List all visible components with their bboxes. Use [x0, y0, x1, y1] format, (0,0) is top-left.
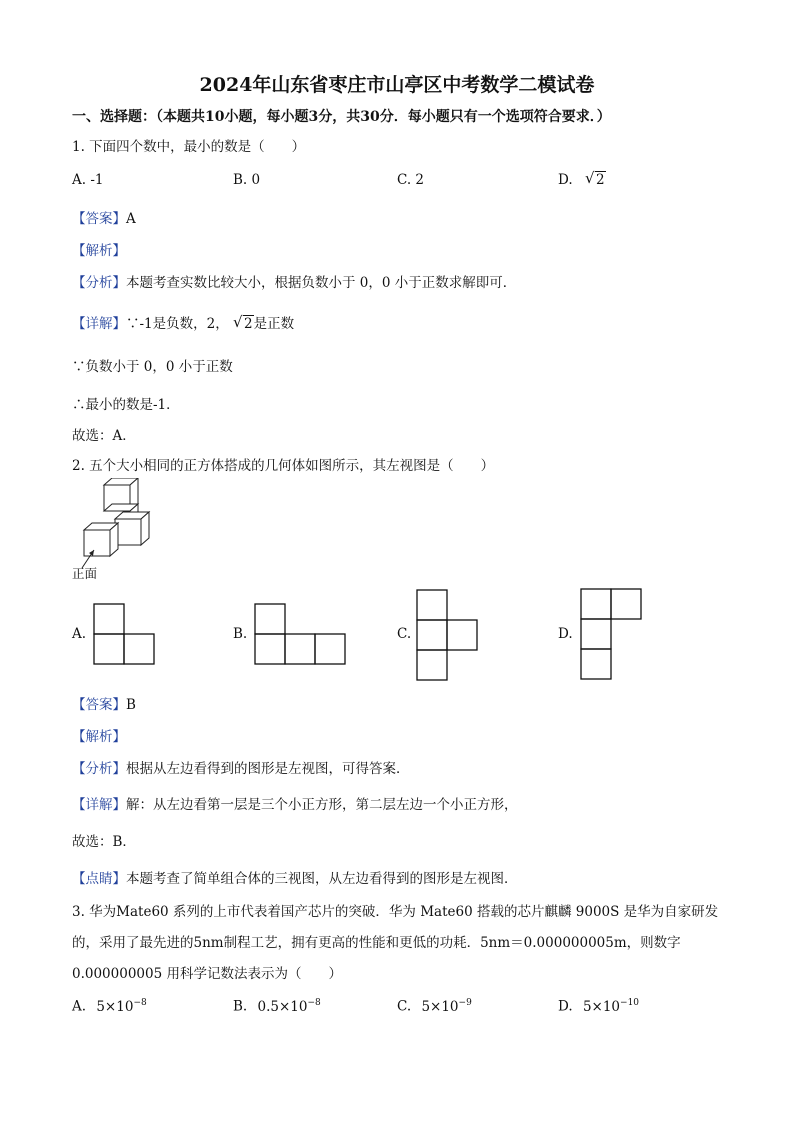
- q3-option-a-label: A.: [72, 998, 87, 1015]
- q2-option-b-label: B.: [233, 626, 248, 642]
- q1-choose: 故选：A．: [72, 428, 136, 444]
- q3-stem-line1: 3. 华为Mate60 系列的上市代表着国产芯片的突破．华为 Mate60 搭载的芯片麒麟 9000S 是华为自家研发: [72, 904, 719, 920]
- q3-option-b: [233, 998, 321, 1015]
- q1-reason-line: ∵负数小于 0，0 小于正数: [72, 359, 233, 375]
- q2-choose: 故选：B．: [72, 834, 136, 850]
- q2-fenxi-text: 根据从左边看得到的图形是左视图，可得答案．: [126, 761, 410, 777]
- fenxi-tag: 【分析】: [72, 275, 126, 291]
- q1-conclusion-line: ∴最小的数是-1．: [72, 397, 180, 413]
- q2-xiangjie-text: 解：从左边看第一层是三个小正方形，第二层左边一个小正方形，: [126, 797, 518, 813]
- q1-fenxi-text: 本题考查实数比较大小，根据负数小于 0，0 小于正数求解即可．: [126, 275, 517, 291]
- q1-answer-value: A: [126, 211, 136, 227]
- q2-fenxi: [72, 757, 410, 777]
- q2-answer-value: B: [126, 697, 136, 713]
- page-title: 2024年山东省枣庄市山亭区中考数学二模试卷: [199, 74, 595, 96]
- q2-xiangjie: [72, 793, 518, 813]
- q2-option-a-figure: [93, 603, 155, 665]
- q1-option-b: B. 0: [233, 172, 261, 188]
- sqrt-symbol: √ 2: [584, 169, 605, 188]
- q1-option-a: A. -1: [72, 172, 104, 188]
- dianjing-tag: 【点睛】: [72, 871, 126, 887]
- xiangjie-tag: 【详解】: [72, 797, 126, 813]
- q3-option-b-base: 0.5×10: [257, 998, 308, 1015]
- q1-answer: [72, 207, 136, 227]
- q2-option-a-label: A.: [72, 626, 87, 642]
- q2-option-c-figure: [416, 589, 478, 681]
- section-heading: 一、选择题：（本题共10小题，每小题3分，共30分．每小题只有一个选项符合要求．）: [72, 109, 611, 125]
- answer-tag: 【答案】: [72, 697, 126, 713]
- q1-option-d-label: D.: [558, 172, 573, 188]
- front-label: 正面: [72, 566, 98, 581]
- q1-xiangjie: [72, 312, 294, 332]
- q3-option-b-label: B.: [233, 998, 248, 1015]
- answer-tag: 【答案】: [72, 211, 126, 227]
- fenxi-tag: 【分析】: [72, 761, 126, 777]
- q2-stem: 2. 五个大小相同的正方体搭成的几何体如图所示，其左视图是（ ）: [72, 458, 495, 474]
- q2-option-c-label: C.: [397, 626, 412, 642]
- q3-option-c-base: 5×10: [421, 998, 459, 1015]
- xiangjie-tag: 【详解】: [72, 316, 126, 332]
- q1-option-c: C. 2: [397, 172, 425, 188]
- q1-analysis-tag: 【解析】: [72, 243, 126, 259]
- q3-option-a-base: 5×10: [96, 998, 134, 1015]
- q2-answer: [72, 693, 136, 713]
- q2-dianjing-text: 本题考查了简单组合体的三视图，从左边看得到的图形是左视图．: [126, 871, 518, 887]
- q3-option-a-exp: −8: [133, 998, 147, 1008]
- sqrt-symbol: √ 2: [233, 313, 253, 332]
- q1-fenxi: [72, 271, 516, 291]
- q3-option-d: [558, 998, 639, 1015]
- q1-xiangjie-sqrt: 2: [244, 316, 253, 332]
- q3-stem-line3: 0.000000005 用科学记数法表示为（ ）: [72, 966, 342, 982]
- q1-xiangjie-text-a: ∵-1是负数，2，: [126, 316, 229, 332]
- q3-option-c-label: C.: [397, 998, 412, 1015]
- q1-stem: 1. 下面四个数中，最小的数是（ ）: [72, 139, 306, 155]
- q2-option-d-figure: [580, 588, 642, 680]
- q3-option-b-exp: −8: [307, 998, 321, 1008]
- q3-stem-line2: 的，采用了最先进的5nm制程工艺，拥有更高的性能和更低的功耗．5nm＝0.000000005m，则数字: [72, 935, 681, 951]
- q3-option-a: [72, 998, 147, 1015]
- q3-option-c: [397, 998, 472, 1015]
- q1-xiangjie-text-b: 是正数: [253, 316, 295, 332]
- q3-option-d-base: 5×10: [582, 998, 621, 1015]
- q2-dianjing: [72, 867, 518, 887]
- q1-option-d-value: 2: [595, 172, 605, 188]
- q3-option-c-exp: −9: [458, 998, 472, 1008]
- q3-option-d-exp: −10: [620, 998, 640, 1008]
- cube-figure: [78, 478, 163, 573]
- q2-option-d-label: D.: [558, 626, 573, 642]
- q1-option-d: [558, 169, 606, 188]
- q2-analysis-tag: 【解析】: [72, 729, 126, 745]
- q3-option-d-label: D.: [558, 998, 573, 1015]
- q2-option-b-figure: [254, 603, 347, 665]
